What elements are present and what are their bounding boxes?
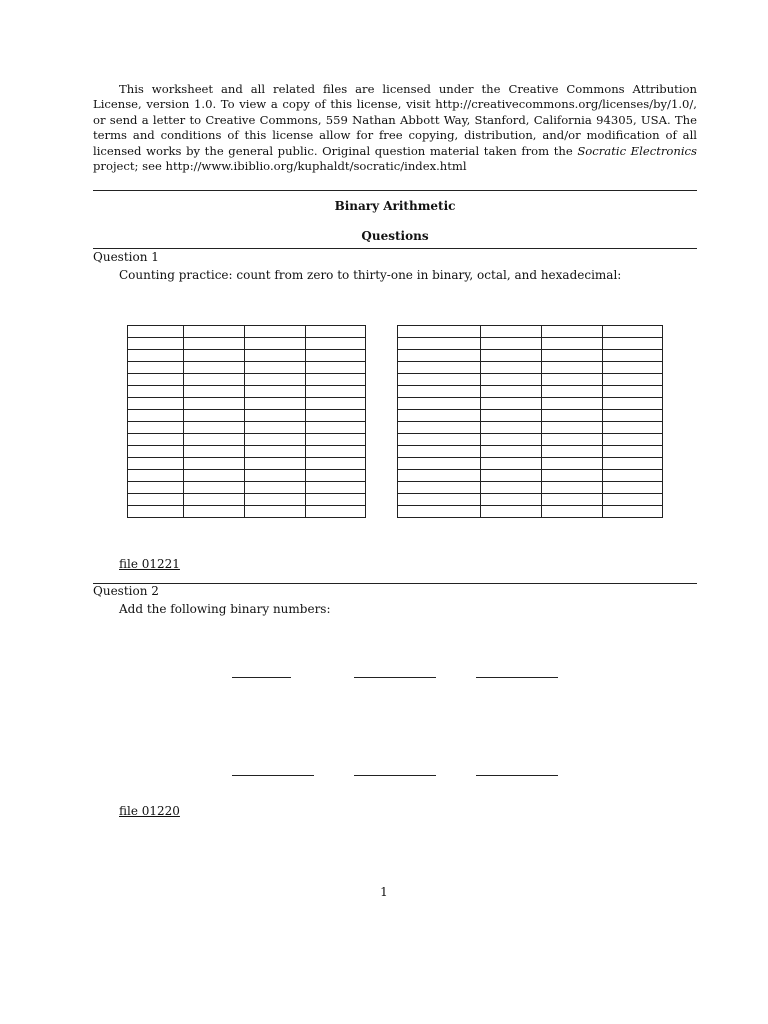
table-cell (306, 386, 366, 398)
table-cell (603, 434, 663, 446)
table-cell (603, 494, 663, 506)
table-row (398, 410, 663, 422)
license-paragraph (93, 82, 697, 174)
table-cell (306, 362, 366, 374)
table-cell (184, 326, 245, 338)
sum-line-5 (354, 775, 436, 776)
table-cell (306, 494, 366, 506)
table-cell (128, 494, 184, 506)
table-cell (542, 458, 603, 470)
table-cell (128, 434, 184, 446)
counting-table-right (397, 325, 663, 518)
table-cell (481, 350, 542, 362)
table-cell (603, 374, 663, 386)
table-cell (184, 470, 245, 482)
table-cell (481, 506, 542, 518)
table-cell (603, 362, 663, 374)
table-cell (398, 458, 481, 470)
table-cell (245, 422, 306, 434)
table-cell (128, 470, 184, 482)
table-cell (603, 386, 663, 398)
table-row (398, 362, 663, 374)
table-cell (184, 506, 245, 518)
table-cell (481, 458, 542, 470)
license-paragraph-block (93, 82, 697, 174)
table-row (398, 398, 663, 410)
table-cell (542, 410, 603, 422)
question1-label: Question 1 (93, 250, 159, 264)
table-cell (306, 398, 366, 410)
table-cell (481, 338, 542, 350)
table-row (128, 506, 366, 518)
table-cell (128, 446, 184, 458)
sum-line-6 (476, 775, 558, 776)
table-cell (128, 326, 184, 338)
table-row (398, 482, 663, 494)
table-row (398, 338, 663, 350)
table-cell (245, 482, 306, 494)
table-cell (481, 374, 542, 386)
table-cell (542, 506, 603, 518)
table-cell (184, 362, 245, 374)
table-row (128, 386, 366, 398)
table-cell (603, 506, 663, 518)
table-row (398, 446, 663, 458)
table-cell (245, 374, 306, 386)
table-cell (542, 326, 603, 338)
table-row (128, 494, 366, 506)
table-row (128, 338, 366, 350)
table-row (398, 386, 663, 398)
table-cell (245, 350, 306, 362)
table-cell (245, 494, 306, 506)
table-cell (481, 494, 542, 506)
table-cell (245, 338, 306, 350)
table-cell (542, 374, 603, 386)
license-text-start: This worksheet and all related files are licensed under the Creative Commons Attribution License, version 1.0. To view a copy of this license, visit http://creativecommons.org/licenses/by/1.0/, or send a letter to Creative Commons, 559 Nathan Abbott Way, Stanford, California 94305, USA. The terms and conditions of this license allow for free copying, distribution, and/or modification of all licensed works by the general public. Original question material taken from the (93, 82, 697, 158)
table-cell (245, 386, 306, 398)
license-italic-project: Socratic Electronics (577, 143, 697, 158)
table-cell (128, 458, 184, 470)
table-cell (128, 362, 184, 374)
table-cell (398, 398, 481, 410)
table-cell (398, 434, 481, 446)
table-cell (306, 350, 366, 362)
table-cell (306, 482, 366, 494)
question1-text: Counting practice: count from zero to thirty-one in binary, octal, and hexadecimal: (119, 268, 622, 282)
table-cell (245, 362, 306, 374)
table-row (128, 422, 366, 434)
table-cell (542, 362, 603, 374)
table-cell (481, 386, 542, 398)
table-cell (306, 446, 366, 458)
table-cell (245, 398, 306, 410)
table-cell (184, 338, 245, 350)
table-cell (542, 350, 603, 362)
table-cell (184, 446, 245, 458)
table-cell (184, 386, 245, 398)
table-cell (245, 410, 306, 422)
document-title: Binary Arithmetic (334, 199, 456, 213)
table-cell (306, 422, 366, 434)
table-cell (245, 446, 306, 458)
question1-file-link[interactable]: file 01221 (119, 557, 180, 571)
table-cell (603, 482, 663, 494)
table-cell (542, 338, 603, 350)
table-cell (603, 458, 663, 470)
table-cell (128, 350, 184, 362)
table-cell (306, 374, 366, 386)
table-row (398, 494, 663, 506)
table-cell (542, 446, 603, 458)
table-cell (306, 470, 366, 482)
sum-line-3 (476, 677, 558, 678)
table-cell (603, 446, 663, 458)
table-cell (398, 386, 481, 398)
table-cell (481, 446, 542, 458)
sum-line-1 (232, 677, 291, 678)
table-cell (603, 410, 663, 422)
table-row (128, 374, 366, 386)
table-cell (481, 482, 542, 494)
table-cell (542, 422, 603, 434)
table-cell (542, 482, 603, 494)
table-cell (398, 422, 481, 434)
table-cell (542, 470, 603, 482)
table-row (128, 326, 366, 338)
table-cell (245, 470, 306, 482)
table-row (398, 470, 663, 482)
table-cell (306, 458, 366, 470)
table-row (128, 458, 366, 470)
table-cell (306, 506, 366, 518)
table-cell (184, 458, 245, 470)
table-cell (542, 398, 603, 410)
table-cell (603, 470, 663, 482)
table-cell (128, 386, 184, 398)
table-cell (603, 398, 663, 410)
table-cell (245, 458, 306, 470)
table-cell (184, 494, 245, 506)
table-cell (398, 446, 481, 458)
table-row (128, 350, 366, 362)
table-row (398, 422, 663, 434)
table-row (128, 398, 366, 410)
question2-rule (93, 583, 697, 584)
table-cell (128, 506, 184, 518)
question1-rule (93, 248, 697, 249)
table-cell (128, 482, 184, 494)
table-cell (481, 398, 542, 410)
table-cell (398, 410, 481, 422)
table-cell (603, 422, 663, 434)
table-cell (306, 326, 366, 338)
table-row (398, 458, 663, 470)
table-cell (603, 338, 663, 350)
table-cell (245, 434, 306, 446)
table-cell (398, 470, 481, 482)
table-cell (128, 338, 184, 350)
table-cell (542, 386, 603, 398)
table-cell (398, 506, 481, 518)
table-cell (184, 410, 245, 422)
table-cell (128, 374, 184, 386)
table-row (128, 362, 366, 374)
table-cell (184, 350, 245, 362)
table-cell (481, 434, 542, 446)
table-row (398, 326, 663, 338)
table-row (398, 434, 663, 446)
table-cell (128, 398, 184, 410)
table-cell (398, 338, 481, 350)
table-cell (306, 410, 366, 422)
table-cell (398, 374, 481, 386)
table-cell (306, 434, 366, 446)
table-row (128, 446, 366, 458)
table-row (398, 506, 663, 518)
table-cell (398, 362, 481, 374)
license-text-end: project; see http://www.ibiblio.org/kuphaldt/socratic/index.html (93, 159, 467, 174)
table-cell (481, 422, 542, 434)
table-cell (184, 374, 245, 386)
table-cell (184, 434, 245, 446)
table-row (128, 410, 366, 422)
question2-text: Add the following binary numbers: (119, 602, 331, 616)
table-cell (481, 326, 542, 338)
table-cell (128, 422, 184, 434)
table-cell (398, 494, 481, 506)
section-heading: Questions (361, 229, 429, 243)
table-cell (128, 410, 184, 422)
table-row (398, 350, 663, 362)
table-cell (184, 422, 245, 434)
table-row (128, 470, 366, 482)
table-cell (542, 434, 603, 446)
table-row (398, 374, 663, 386)
table-row (128, 434, 366, 446)
table-cell (481, 362, 542, 374)
table-cell (398, 350, 481, 362)
table-row (128, 482, 366, 494)
question2-label: Question 2 (93, 584, 159, 598)
counting-table-left (127, 325, 366, 518)
table-cell (481, 410, 542, 422)
table-cell (245, 506, 306, 518)
question2-file-link[interactable]: file 01220 (119, 804, 180, 818)
table-cell (603, 350, 663, 362)
table-cell (481, 470, 542, 482)
table-cell (184, 482, 245, 494)
title-top-rule (93, 190, 697, 191)
sum-line-2 (354, 677, 436, 678)
table-cell (245, 326, 306, 338)
table-cell (184, 398, 245, 410)
table-cell (398, 482, 481, 494)
sum-line-4 (232, 775, 314, 776)
table-cell (306, 338, 366, 350)
page-number: 1 (380, 885, 388, 899)
table-cell (398, 326, 481, 338)
table-cell (603, 326, 663, 338)
table-cell (542, 494, 603, 506)
